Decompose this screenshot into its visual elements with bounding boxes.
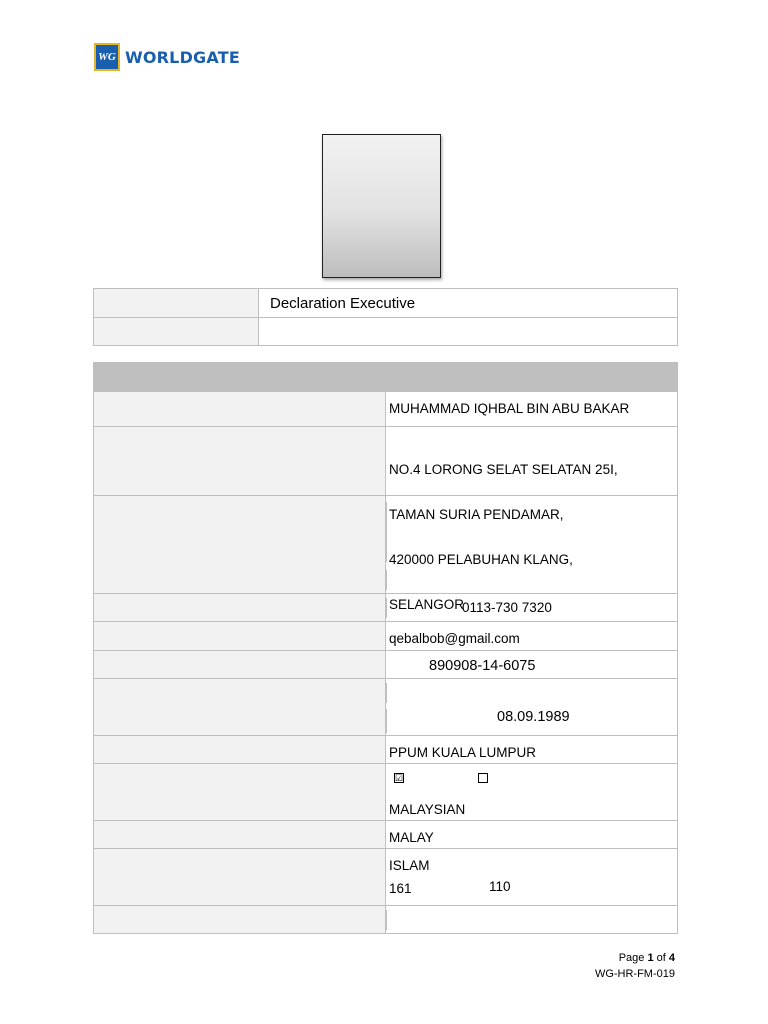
address-row	[94, 427, 678, 496]
phone-row	[94, 594, 678, 622]
email-value-cell	[386, 622, 678, 651]
email-value: qebalbob@gmail.com	[389, 631, 520, 646]
expected-salary-label-cell	[94, 318, 259, 346]
company-logo	[94, 42, 240, 72]
address-line: 420000 PELABUHAN KLANG,	[389, 552, 573, 567]
page-prefix: Page	[618, 952, 648, 964]
ic-number-row	[94, 651, 678, 679]
address-label-cell	[94, 427, 386, 496]
page-of: of	[653, 952, 669, 964]
place-of-birth-value-cell	[386, 736, 678, 764]
page-total: 4	[668, 952, 675, 964]
address-line: NO.4 LORONG SELAT SELATAN 25I,	[389, 462, 618, 477]
expected-salary-row	[94, 318, 678, 346]
cell-divider	[386, 910, 393, 930]
passport-photo-placeholder	[322, 134, 441, 278]
section-header-row	[94, 363, 678, 392]
cell-divider	[386, 598, 393, 618]
phone-value: 0113-730 7320	[462, 600, 552, 615]
blank-value-cell	[386, 496, 678, 594]
position-applied-value: Declaration Executive	[270, 295, 416, 312]
ic-number-value: 890908-14-6075	[429, 658, 536, 674]
cell-divider	[386, 683, 393, 703]
height-value: 161	[389, 881, 412, 896]
phone-value-cell	[386, 594, 678, 622]
blank-label-cell	[94, 496, 386, 594]
position-label-cell	[94, 289, 259, 318]
page-number	[619, 952, 675, 964]
address-line: SELANGOR	[389, 597, 465, 612]
ic-number-value-cell	[386, 651, 678, 679]
race-label-cell	[94, 821, 386, 849]
last-row	[94, 906, 678, 934]
gender-nationality-value-cell	[386, 764, 678, 821]
position-table	[93, 288, 678, 346]
last-value-cell	[386, 906, 678, 934]
religion-height-weight-row	[94, 849, 678, 906]
religion-value: ISLAM	[389, 858, 430, 873]
place-of-birth-label-cell	[94, 736, 386, 764]
cell-divider	[386, 570, 393, 590]
date-of-birth-value: 08.09.1989	[497, 709, 570, 725]
date-of-birth-row	[94, 679, 678, 736]
cell-divider	[386, 502, 393, 562]
address-line: TAMAN SURIA PENDAMAR,	[389, 507, 564, 522]
name-label-cell	[94, 392, 386, 427]
expected-salary-value-cell	[259, 318, 678, 346]
logo-monogram: WG	[94, 43, 120, 71]
cell-divider	[386, 709, 393, 733]
date-of-birth-value-cell	[386, 679, 678, 736]
gender-nationality-label-cell	[94, 764, 386, 821]
blank-row	[94, 496, 678, 594]
nationality-value: MALAYSIAN	[389, 802, 466, 817]
ic-number-label-cell	[94, 651, 386, 679]
logo-company-name: WORLDGATE	[125, 47, 240, 67]
gender-nationality-row	[94, 764, 678, 821]
race-row	[94, 821, 678, 849]
race-value: MALAY	[389, 830, 434, 845]
position-value-cell	[259, 289, 678, 318]
page-current: 1	[647, 952, 654, 964]
date-of-birth-label-cell	[94, 679, 386, 736]
email-row	[94, 622, 678, 651]
gender-female-checkbox[interactable]	[478, 773, 488, 783]
full-name-value: MUHAMMAD IQHBAL BIN ABU BAKAR	[389, 401, 630, 416]
place-of-birth-row	[94, 736, 678, 764]
name-row	[94, 392, 678, 427]
place-of-birth-value: PPUM KUALA LUMPUR	[389, 745, 537, 760]
email-label-cell	[94, 622, 386, 651]
religion-value-cell	[386, 849, 678, 906]
religion-label-cell	[94, 849, 386, 906]
name-value-cell	[386, 392, 678, 427]
last-label-cell	[94, 906, 386, 934]
race-value-cell	[386, 821, 678, 849]
phone-label-cell	[94, 594, 386, 622]
position-row	[94, 289, 678, 318]
weight-value: 110	[489, 879, 511, 894]
personal-details-table	[93, 362, 678, 934]
form-code: WG-HR-FM-019	[594, 968, 675, 980]
gender-male-checkbox[interactable]: ☑	[395, 773, 404, 783]
section-header-cell	[94, 363, 678, 392]
